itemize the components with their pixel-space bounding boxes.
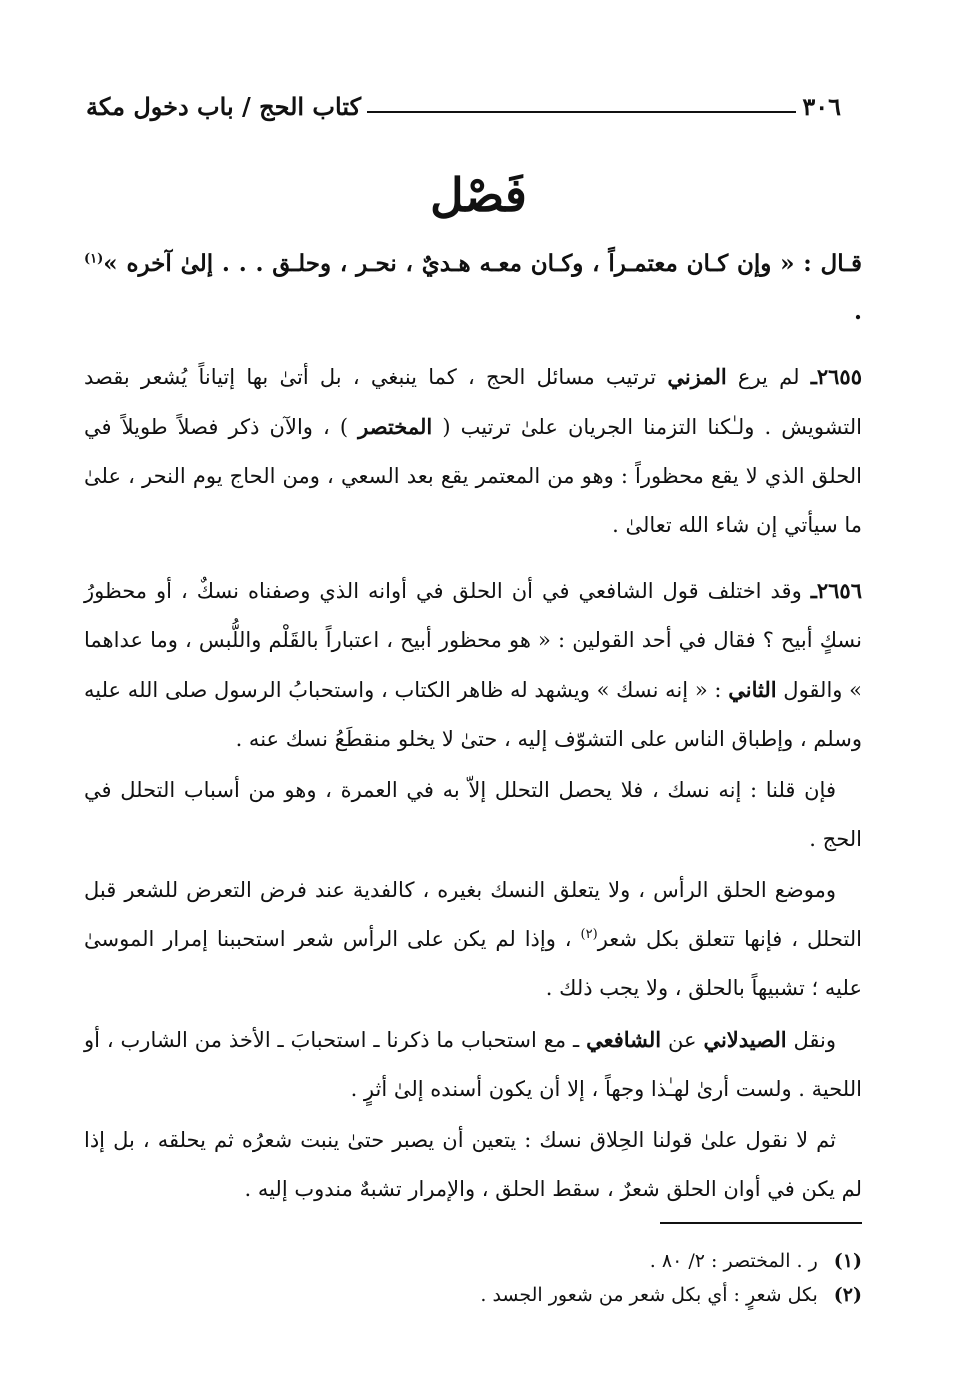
paragraph-6: ثم لا نقول علىٰ قولنا الحِلاق نسك : يتعين أن يصبر حتىٰ ينبت شعرُه ثم يحلقه ، بل إذا لم يكن في أوان الحلق شعرٌ ، سقط الحلق ، والإمرار تشبهٌ مندوب إليه . [84, 1128, 862, 1201]
footnote-1 [84, 1244, 862, 1278]
running-title: كتاب الحج / باب دخول مكة [86, 91, 362, 121]
footnote-separator [660, 1222, 862, 1224]
section-heading: فَصْل [430, 168, 527, 222]
paragraph-5 [84, 1015, 862, 1114]
term-second-opinion: الثاني [728, 677, 777, 702]
footnote-ref-1: (١) [84, 251, 104, 267]
quote-text: قـال : « وإن كـان معتمـراً ، وكـان معـه هـديٌ ، نحـر ، وحلـق . . . إلىٰ آخره » [103, 250, 862, 277]
paragraph-text: ، وإذا لم يكن على الرأس شعر استحببنا إمرار الموسىٰ عليه ؛ تشبيهاً بالحلق ، ولا يجب ذلك . [84, 927, 862, 1000]
footnote-ref-2: (٢) [580, 927, 598, 942]
paragraph-2655 [84, 352, 862, 550]
name-saydalani: الصيدلاني [703, 1027, 787, 1052]
running-header [86, 86, 841, 126]
name-muzani: المزني [667, 364, 727, 389]
footnotes [84, 1244, 862, 1312]
paragraph-text: عن [661, 1028, 704, 1052]
paragraph-text: لم يرع [726, 365, 811, 389]
quote-end: . [853, 298, 862, 325]
paragraph-text: ونقل [786, 1028, 836, 1052]
footnote-text: ر . المختصر : ٢/ ٨٠ . [649, 1250, 818, 1272]
quote-paragraph [84, 240, 862, 336]
footnote-mark: (١) [833, 1250, 862, 1272]
paragraph-3: فإن قلنا : إنه نسك ، فلا يحصل التحلل إلاّ به في العمرة ، وهو من أسباب التحلل في الحج . [84, 778, 862, 851]
paragraph-2656 [84, 566, 862, 764]
footnote-2 [84, 1278, 862, 1312]
paragraph-text: وموضع الحلق الرأس ، ولا يتعلق النسك بغيره ، كالفدية عند فرض التعرض للشعر قبل التحلل ، فإنها تتعلق بكل شعر [84, 878, 862, 951]
name-shafii: الشافعي [586, 1027, 662, 1052]
paragraph-4 [84, 866, 862, 1013]
paragraph-number: ٢٦٥٦ـ [810, 578, 862, 603]
header-rule [367, 111, 796, 113]
paragraph-text: وقد اختلف قول الشافعي في أن الحلق في أوانه الذي وصفناه نسكٌ ، أو محظورُ نسكٍ أبيح ؟ فقال في أحد القولين : « هو محظور أبيح ، اعتباراً بالقَلْم واللُّبس ، وما عداهما » والقول [84, 579, 862, 702]
paragraph-text: ـ مع استحباب ما ذكرنا ـ استحبابَ ـ الأخذ من الشارب ، أو اللحية . ولست أرىٰ لهـٰذا وجهاً ، إلا أن يكون أسنده إلىٰ أثرٍ . [84, 1028, 862, 1101]
page-number: ٣٠٦ [802, 91, 841, 121]
main-text [84, 240, 862, 1214]
paragraph-text: ) ، والآن ذكر فصلاً طويلاً في الحلق الذي لا يقع محظوراً : وهو من المعتمر يقع بعد السعي ، ومن الحاج يوم النحر ، علىٰ ما سيأتي إن شاء الله تعالىٰ . [84, 415, 862, 537]
paragraph-text: : « إنه نسك » ويشهد له ظاهر الكتاب ، واستحبابُ الرسول صلى الله عليه وسلم ، وإطباق الناس على التشوّف إليه ، حتىٰ لا يخلو منقطَعُ نسك عنه . [84, 678, 862, 751]
book-title-mukhtasar: المختصر [358, 414, 433, 439]
paragraph-number: ٢٦٥٥ـ [810, 364, 862, 389]
footnote-mark: (٢) [833, 1284, 862, 1306]
footnote-text: بكل شعرٍ : أي بكل شعر من شعور الجسد . [480, 1284, 818, 1306]
paragraph-text: ترتيب مسائل الحج ، كما ينبغي ، بل أتىٰ بها إتياناً يُشعر بقصد التشويش . ولـٰكنا التزمنا الجريان علىٰ ترتيب ( [84, 365, 862, 439]
